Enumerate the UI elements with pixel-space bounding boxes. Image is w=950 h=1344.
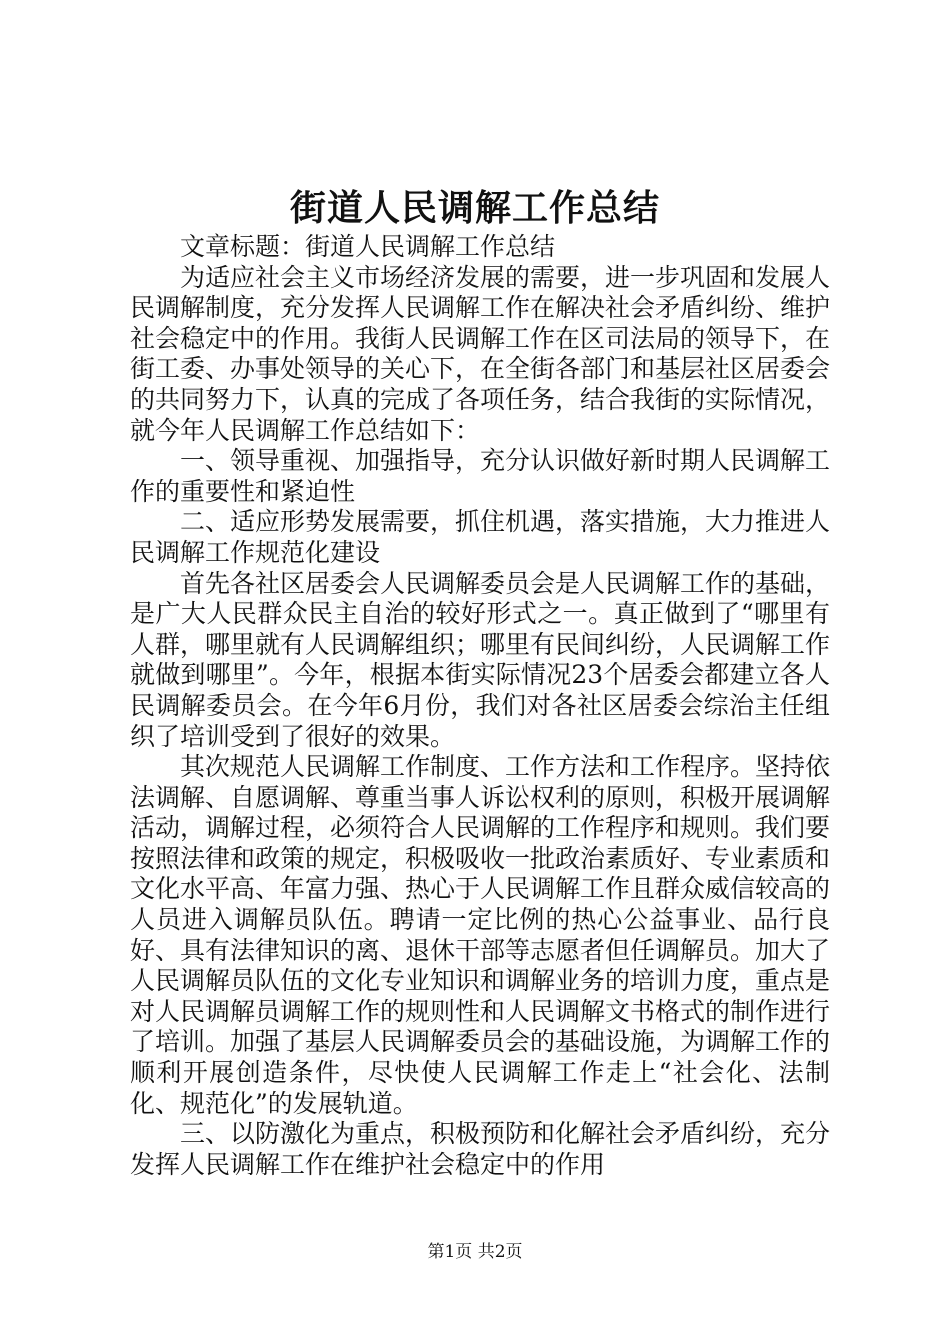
paragraph-first-point: 首先各社区居委会人民调解委员会是人民调解工作的基础，是广大人民群众民主自治的较好形式之一。真正做到了“哪里有人群，哪里就有人民调解组织；哪里有民间纠纷，人民调解工作就做到哪里”。今年，根据本街实际情况23个居委会都建立各人民调解委员会。在今年6月份，我们对各社区居委会综治主任组织了培训受到了很好的效果。 <box>130 568 831 751</box>
paragraph-second-point: 其次规范人民调解工作制度、工作方法和工作程序。坚持依法调解、自愿调解、尊重当事人诉讼权利的原则，积极开展调解活动，调解过程，必须符合人民调解的工作程序和规则。我们要按照法律和政策的规定，积极吸收一批政治素质好、专业素质和文化水平高、年富力强、热心于人民调解工作且群众威信较高的人员进入调解员队伍。聘请一定比例的热心公益事业、品行良好、具有法律知识的离、退休干部等志愿者但任调解员。加大了人民调解员队伍的文化专业知识和调解业务的培训力度，重点是对人民调解员调解工作的规则性和人民调解文书格式的制作进行了培训。加强了基层人民调解委员会的基础设施，为调解工作的顺利开展创造条件，尽快使人民调解工作走上“社会化、法制化、规范化”的发展轨道。 <box>130 752 831 1118</box>
document-title: 街道人民调解工作总结 <box>289 187 660 229</box>
paragraph-section-two-heading: 二、适应形势发展需要，抓住机遇，落实措施，大力推进人民调解工作规范化建设 <box>130 507 831 567</box>
paragraph-intro: 为适应社会主义市场经济发展的需要，进一步巩固和发展人民调解制度，充分发挥人民调解工作在解决社会矛盾纠纷、维护社会稳定中的作用。我街人民调解工作在区司法局的领导下，在街工委、办事处领导的关心下，在全街各部门和基层社区居委会的共同努力下，认真的完成了各项任务，结合我街的实际情况，就今年人民调解工作总结如下： <box>130 262 831 445</box>
paragraph-section-three-heading: 三、以防激化为重点，积极预防和化解社会矛盾纠纷，充分发挥人民调解工作在维护社会稳定中的作用 <box>130 1119 831 1179</box>
document-body <box>130 232 830 1180</box>
paragraph-article-title: 文章标题：街道人民调解工作总结 <box>180 232 556 261</box>
paragraph-section-one-heading: 一、领导重视、加强指导，充分认识做好新时期人民调解工作的重要性和紧迫性 <box>130 446 831 506</box>
page-number: 第1页 共2页 <box>427 1242 523 1262</box>
